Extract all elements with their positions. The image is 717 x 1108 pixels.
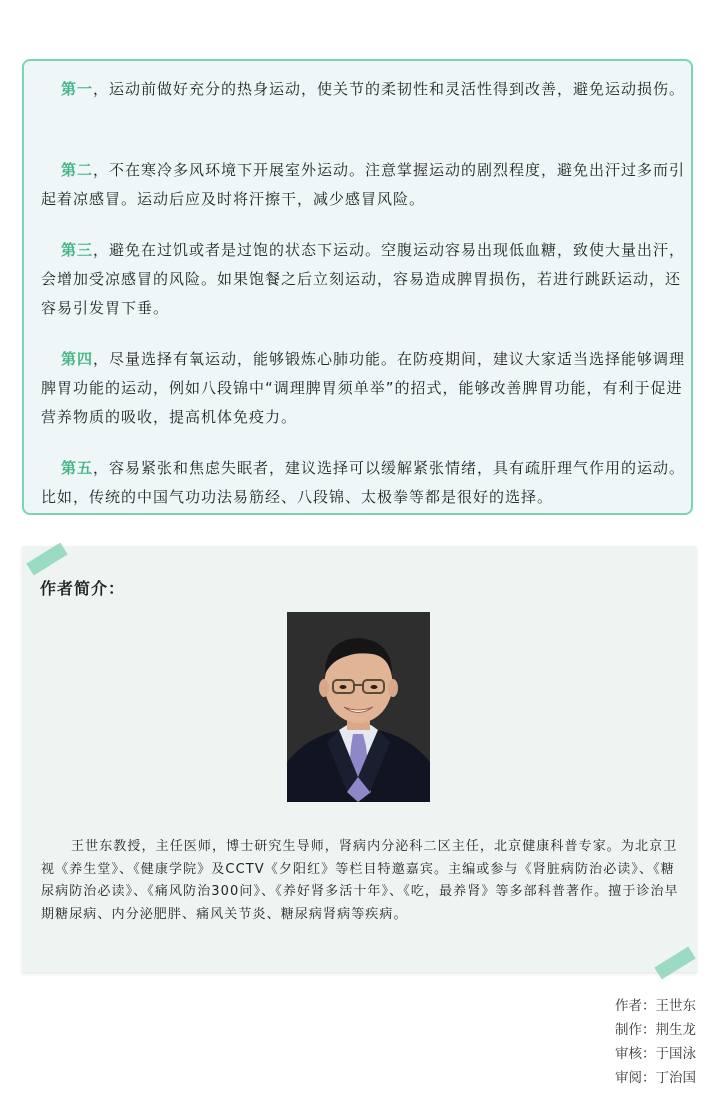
tip-text-3: ，避免在过饥或者是过饱的状态下运动。空腹运动容易出现低血糖，致使大量出汗，会增加受凉感冒的风险。如果饱餐之后立刻运动，容易造成脾胃损伤，若进行跳跃运动，还容易引发胃下垂。 bbox=[41, 241, 686, 317]
tip-lead-2: 第二 bbox=[61, 161, 94, 179]
credit-name: 荆生龙 bbox=[655, 1022, 696, 1038]
tip-lead-5: 第五 bbox=[61, 459, 94, 477]
credit-name: 丁治国 bbox=[655, 1070, 696, 1086]
tip-text-1: ，运动前做好充分的热身运动，使关节的柔韧性和灵活性得到改善，避免运动损伤。 bbox=[93, 80, 686, 98]
tip-paragraph-5 bbox=[41, 454, 687, 512]
credit-role: 作者： bbox=[615, 998, 656, 1014]
tip-lead-3: 第三 bbox=[61, 241, 94, 259]
tape-decoration-top bbox=[26, 542, 67, 575]
credit-role: 审核： bbox=[615, 1046, 656, 1062]
author-bio: 王世东教授，主任医师，博士研究生导师，肾病内分泌科二区主任，北京健康科普专家。为北京卫视《养生堂》、《健康学院》及CCTV《夕阳红》等栏目特邀嘉宾。主编或参与《肾脏病防治必读》、《糖尿病防治必读》、《痛风防治300问》、《养好肾多活十年》、《吃，最养肾》等多部科普著作。擅于诊治早期糖尿病、内分泌肥胖、痛风关节炎、糖尿病肾病等疾病。 bbox=[41, 839, 679, 922]
tip-text-5: ，容易紧张和焦虑失眠者，建议选择可以缓解紧张情绪，具有疏肝理气作用的运动。比如，传统的中国气功功法易筋经、八段锦、太极拳等都是很好的选择。 bbox=[41, 459, 686, 506]
author-portrait bbox=[287, 612, 430, 802]
credit-proofreader bbox=[615, 1066, 696, 1090]
tip-paragraph-2 bbox=[41, 156, 687, 214]
credit-role: 审阅： bbox=[615, 1070, 656, 1086]
credit-name: 于国泳 bbox=[655, 1046, 696, 1062]
tip-paragraph-1 bbox=[41, 75, 687, 104]
credits-block bbox=[615, 994, 696, 1090]
tip-paragraph-3 bbox=[41, 236, 687, 323]
credit-role: 制作： bbox=[615, 1022, 656, 1038]
tip-text-2: ，不在寒冷多风环境下开展室外运动。注意掌握运动的剧烈程度，避免出汗过多而引起着凉感冒。运动后应及时将汗擦干，减少感冒风险。 bbox=[41, 161, 686, 208]
author-heading: 作者简介： bbox=[40, 579, 126, 598]
credit-author bbox=[615, 994, 696, 1018]
credit-producer bbox=[615, 1018, 696, 1042]
tip-paragraph-4 bbox=[41, 345, 687, 432]
exercise-tips-card bbox=[22, 59, 693, 515]
author-intro-card bbox=[22, 546, 697, 972]
credit-name: 王世东 bbox=[655, 998, 696, 1014]
tip-lead-1: 第一 bbox=[61, 80, 94, 98]
tip-text-4: ，尽量选择有氧运动，能够锻炼心肺功能。在防疫期间，建议大家适当选择能够调理脾胃功能的运动，例如八段锦中“调理脾胃须单举”的招式，能够改善脾胃功能，有利于促进营养物质的吸收，提高机体免疫力。 bbox=[41, 350, 686, 426]
tape-decoration-bottom bbox=[654, 946, 695, 979]
tip-lead-4: 第四 bbox=[61, 350, 94, 368]
credit-reviewer bbox=[615, 1042, 696, 1066]
portrait-illustration bbox=[287, 612, 430, 802]
